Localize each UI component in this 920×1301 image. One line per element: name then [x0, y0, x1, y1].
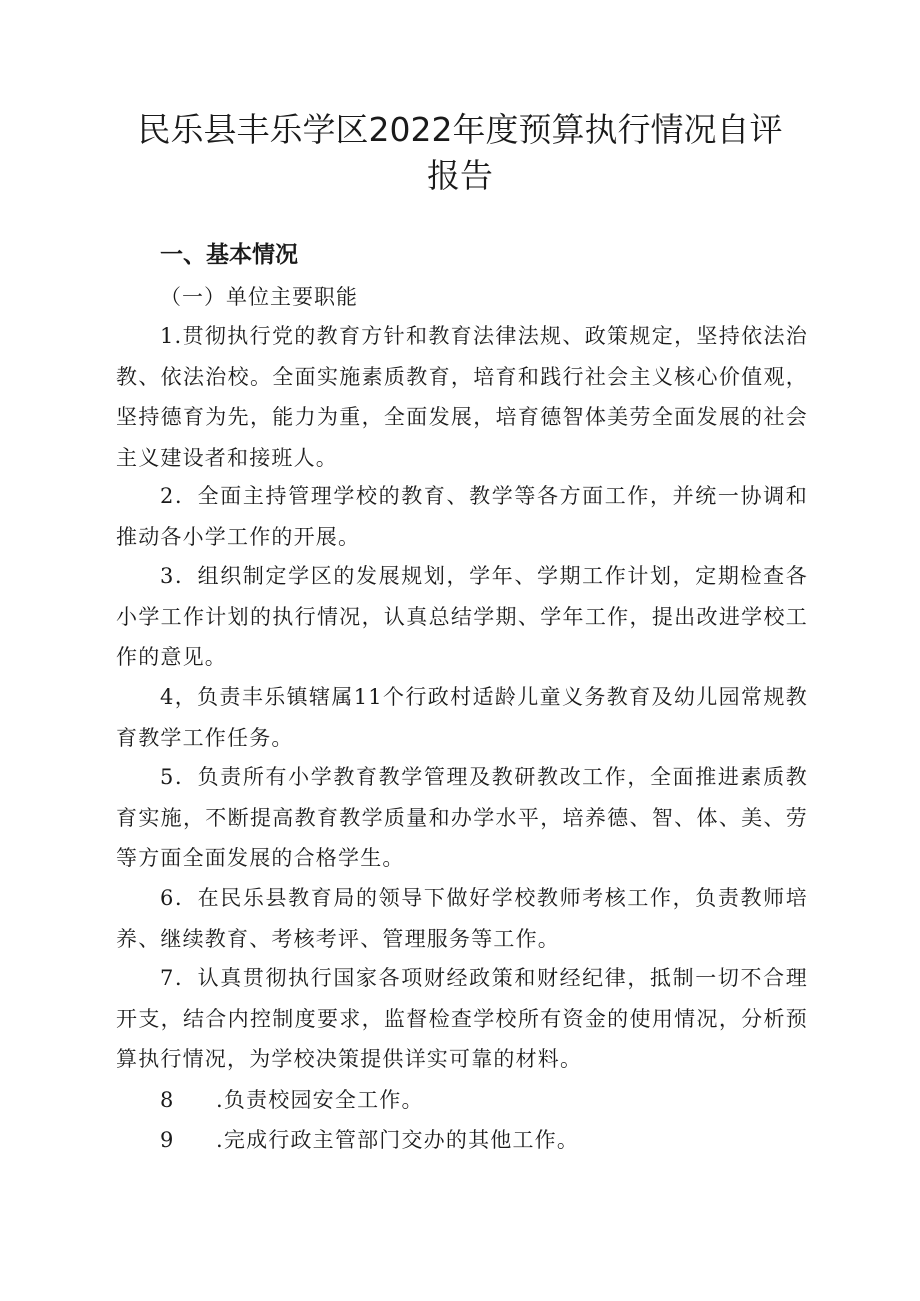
- function-item-1: 1.贯彻执行党的教育方针和教育法律法规、政策规定，坚持依法治教、依法治校。全面实施素质教育，培育和践行社会主义核心价值观，坚持德育为先，能力为重，全面发展，培育德智体美劳全面发展的社会主义建设者和接班人。: [116, 324, 808, 470]
- subsection-heading-main-functions: （一）单位主要职能: [160, 285, 358, 309]
- function-item-8-number: 8: [160, 1088, 175, 1112]
- function-item-9-text: .完成行政主管部门交办的其他工作。: [216, 1128, 580, 1152]
- function-item-9-number: 9: [160, 1128, 175, 1152]
- function-item-8: [160, 1080, 424, 1120]
- function-item-2: 2．全面主持管理学校的教育、教学等各方面工作，并统一协调和推动各小学工作的开展。: [116, 484, 808, 549]
- function-item-7: 7．认真贯彻执行国家各项财经政策和财经纪律，抵制一切不合理开支，结合内控制度要求，监督检查学校所有资金的使用情况，分析预算执行情况，为学校决策提供详实可靠的材料。: [116, 966, 808, 1071]
- document-title-line1: 民乐县丰乐学区2022年度预算执行情况自评: [137, 110, 783, 149]
- function-item-5: 5．负责所有小学教育教学管理及教研教改工作，全面推进素质教育实施，不断提高教育教学质量和办学水平，培养德、智、体、美、劳等方面全面发展的合格学生。: [116, 765, 808, 870]
- document-title-line2: 报告: [427, 156, 493, 195]
- section-heading-basic-info: 一、基本情况: [160, 242, 298, 268]
- function-item-6: 6．在民乐县教育局的领导下做好学校教师考核工作，负责教师培养、继续教育、考核考评、管理服务等工作。: [116, 886, 808, 951]
- function-item-3: 3．组织制定学区的发展规划，学年、学期工作计划，定期检查各小学工作计划的执行情况，认真总结学期、学年工作，提出改进学校工作的意见。: [116, 564, 808, 669]
- function-item-4: 4，负责丰乐镇辖属11个行政村适龄儿童义务教育及幼儿园常规教育教学工作任务。: [116, 685, 808, 750]
- function-item-9: [160, 1120, 579, 1160]
- function-item-8-text: .负责校园安全工作。: [216, 1088, 424, 1112]
